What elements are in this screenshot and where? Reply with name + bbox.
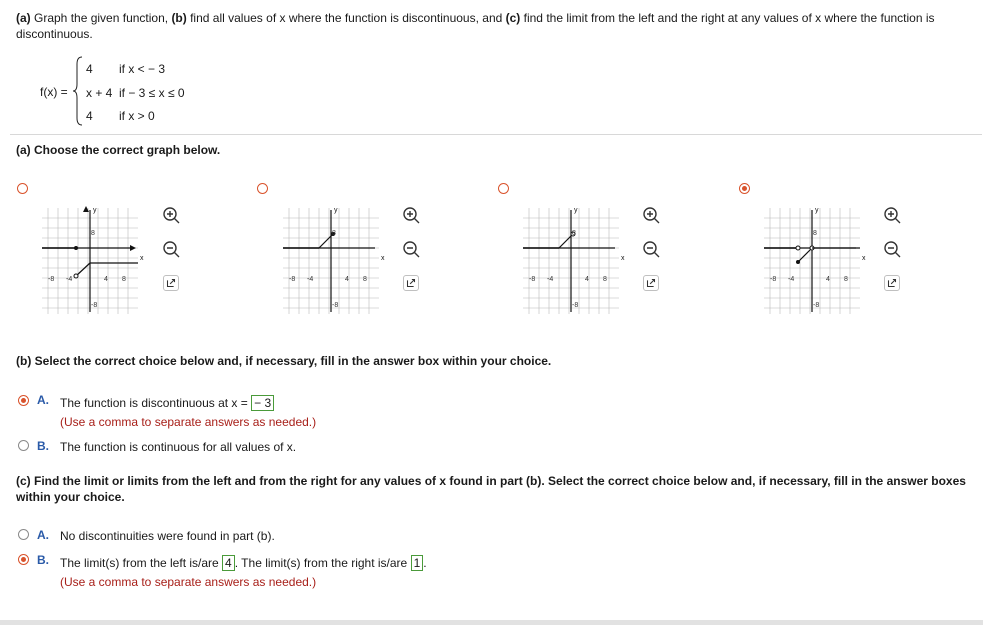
graph-option-2-radio[interactable] [257, 183, 268, 194]
svg-text:8: 8 [122, 276, 126, 283]
divider [10, 134, 982, 135]
popout-icon[interactable] [403, 275, 419, 291]
svg-text:-8: -8 [572, 302, 579, 309]
part-b-option-a [60, 396, 274, 410]
piece-3-cond: if x > 0 [119, 109, 155, 123]
question-text [16, 10, 966, 42]
y-axis-label: y [93, 207, 97, 214]
svg-text:-8: -8 [770, 276, 777, 283]
part-c-option-b-radio-selected[interactable] [18, 554, 29, 565]
svg-text:8: 8 [572, 230, 576, 237]
zoom-in-icon[interactable] [883, 206, 901, 224]
popout-icon[interactable] [643, 275, 659, 291]
piece-3-expr: 4 [86, 109, 93, 123]
bottom-bar [0, 620, 983, 625]
part-c-option-b-letter: B. [37, 553, 49, 567]
zoom-out-icon[interactable] [883, 240, 901, 258]
zoom-out-icon[interactable] [402, 240, 420, 258]
svg-text:8: 8 [813, 230, 817, 237]
svg-text:-8: -8 [91, 302, 98, 309]
part-c-option-a-letter: A. [37, 528, 49, 542]
svg-text:y: y [334, 207, 338, 214]
svg-text:-4: -4 [66, 276, 73, 283]
part-b-option-a-text: The function is discontinuous at x = [60, 396, 248, 410]
graph-option-2[interactable] [283, 207, 385, 314]
left-limit-answer-box[interactable]: 4 [222, 555, 235, 571]
svg-text:-8: -8 [289, 276, 296, 283]
svg-text:-8: -8 [332, 302, 339, 309]
zoom-out-icon[interactable] [642, 240, 660, 258]
function-label: f(x) = [40, 85, 68, 99]
svg-text:y: y [815, 207, 819, 214]
part-b-option-b-radio[interactable] [18, 440, 29, 451]
part-a-text: Graph the given function, [30, 11, 172, 25]
part-c-option-a-text: No discontinuities were found in part (b). [60, 529, 275, 543]
part-b-note: (Use a comma to separate answers as needed.) [60, 415, 317, 429]
zoom-in-icon[interactable] [642, 206, 660, 224]
svg-text:4: 4 [345, 276, 349, 283]
svg-text:4: 4 [826, 276, 830, 283]
graph-option-3[interactable] [523, 207, 625, 314]
part-c-option-b [60, 556, 427, 570]
part-b-bold: (b) [171, 11, 187, 25]
part-b-option-b-text: The function is continuous for all values of x. [60, 440, 297, 454]
part-c-text: find the limit from the left and the right at any values of x where the function is discontinuous. [16, 11, 935, 41]
svg-text:8: 8 [363, 276, 367, 283]
part-b-option-a-radio-selected[interactable] [18, 395, 29, 406]
graph-option-1-radio[interactable] [17, 183, 28, 194]
part-c-option-a-radio[interactable] [18, 529, 29, 540]
x-axis-label: x [140, 255, 144, 262]
brace-icon [73, 56, 83, 126]
svg-text:8: 8 [603, 276, 607, 283]
svg-text:8: 8 [91, 230, 95, 237]
svg-text:y: y [574, 207, 578, 214]
part-c-option-b-text-1: The limit(s) from the left is/are [60, 556, 219, 570]
svg-text:-8: -8 [813, 302, 820, 309]
part-b-option-a-letter: A. [37, 393, 49, 407]
part-c-option-b-text-2: . The limit(s) from the right is/are [234, 556, 408, 570]
zoom-out-icon[interactable] [162, 240, 180, 258]
graph-1-svg [42, 207, 144, 314]
part-b-option-b-letter: B. [37, 439, 49, 453]
right-limit-answer-box[interactable]: 1 [411, 555, 424, 571]
piece-1-expr: 4 [86, 62, 93, 76]
part-c-note: (Use a comma to separate answers as needed.) [60, 575, 317, 589]
svg-text:-8: -8 [529, 276, 536, 283]
part-c-bold: (c) [505, 11, 521, 25]
piece-1-cond: if x < − 3 [119, 62, 166, 76]
zoom-in-icon[interactable] [402, 206, 420, 224]
svg-text:4: 4 [104, 276, 108, 283]
svg-text:-4: -4 [307, 276, 314, 283]
piece-2-expr: x + 4 [86, 86, 113, 100]
piece-2-cond: if − 3 ≤ x ≤ 0 [119, 86, 185, 100]
part-c-option-b-text-3: . [423, 556, 427, 570]
part-c-prompt: (c) Find the limit or limits from the left and from the right for any values of x found in part (b). Select the correct choice below and, if necessary, fill in the answer boxes within your choice. [16, 474, 966, 504]
discontinuity-answer-box[interactable]: − 3 [251, 395, 274, 411]
zoom-in-icon[interactable] [162, 206, 180, 224]
graph-option-4-radio-selected[interactable] [739, 183, 750, 194]
svg-text:-4: -4 [788, 276, 795, 283]
svg-text:4: 4 [585, 276, 589, 283]
svg-text:x: x [862, 255, 866, 262]
part-b-prompt: (b) Select the correct choice below and, if necessary, fill in the answer box within your choice. [16, 354, 552, 368]
part-b-text: find all values of x where the function is discontinuous, and [186, 11, 506, 25]
graph-option-1[interactable] [42, 207, 144, 314]
svg-text:x: x [381, 255, 385, 262]
svg-text:8: 8 [844, 276, 848, 283]
svg-text:-8: -8 [48, 276, 55, 283]
part-a-prompt: (a) Choose the correct graph below. [16, 143, 221, 157]
graph-option-3-radio[interactable] [498, 183, 509, 194]
svg-text:x: x [621, 255, 625, 262]
svg-text:8: 8 [332, 230, 336, 237]
popout-icon[interactable] [884, 275, 900, 291]
popout-icon[interactable] [163, 275, 179, 291]
part-a-bold: (a) [16, 11, 31, 25]
graph-option-4[interactable] [764, 207, 866, 314]
svg-text:-4: -4 [547, 276, 554, 283]
